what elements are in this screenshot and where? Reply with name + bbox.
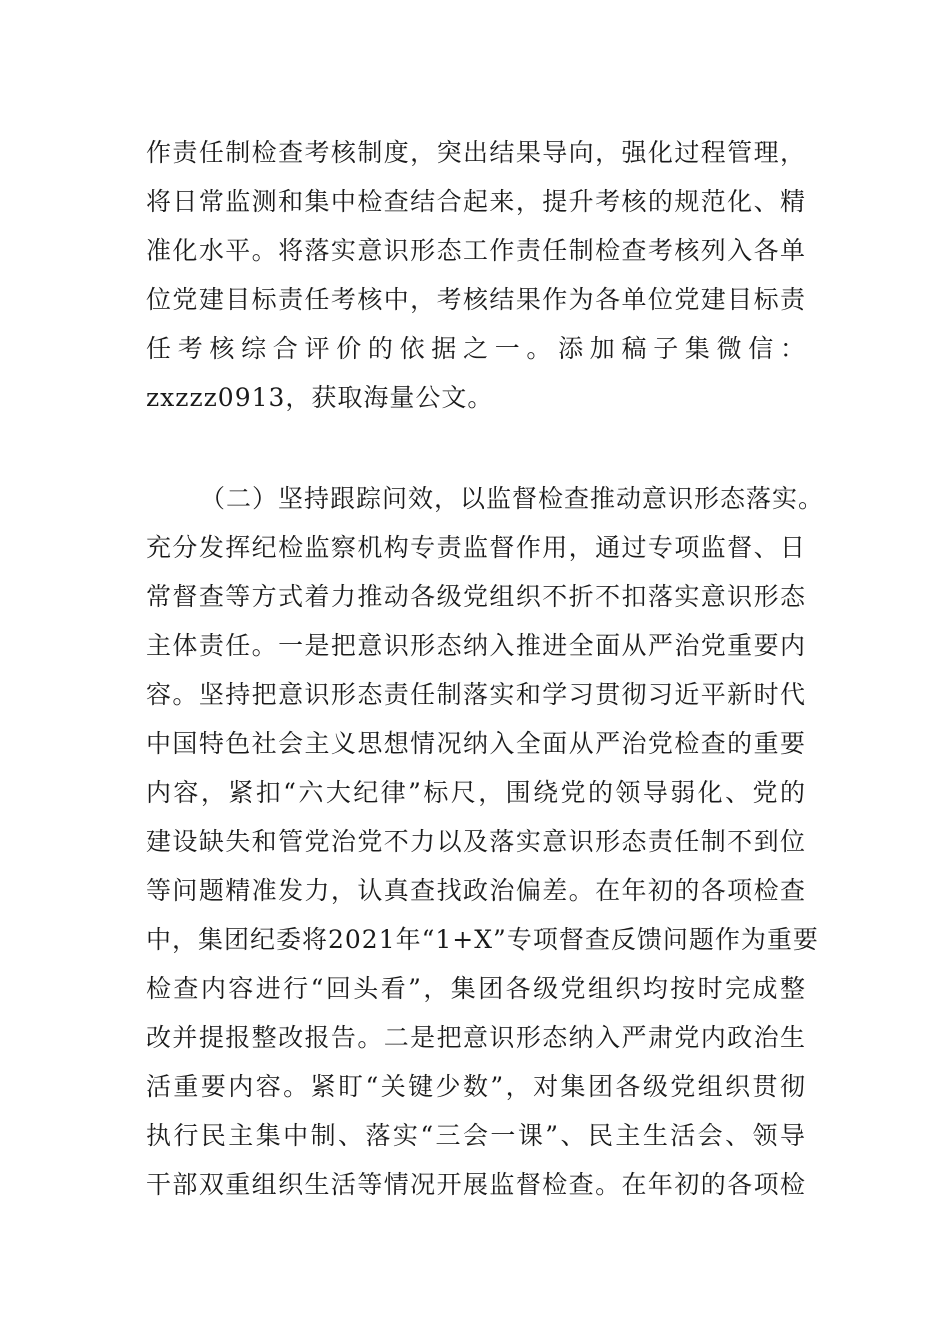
text-line: 活重要内容。紧盯“关键少数”，对集团各级党组织贯彻 — [146, 1072, 806, 1101]
text-line: 作责任制检查考核制度，突出结果导向，强化过程管理， — [146, 138, 806, 167]
text-line: 改并提报整改报告。二是把意识形态纳入严肃党内政治生 — [146, 1023, 806, 1052]
text-line: 检查内容进行“回头看”，集团各级党组织均按时完成整 — [146, 974, 806, 1003]
text-line: 常督查等方式着力推动各级党组织不折不扣落实意识形态 — [146, 582, 806, 611]
text-line: 等问题精准发力，认真查找政治偏差。在年初的各项检查 — [146, 876, 806, 905]
text-line: zxzzz0913，获取海量公文。 — [146, 383, 494, 412]
text-line: 将日常监测和集中检查结合起来，提升考核的规范化、精 — [146, 187, 806, 216]
text-line: 建设缺失和管党治党不力以及落实意识形态责任制不到位 — [146, 827, 806, 856]
text-line: 执行民主集中制、落实“三会一课”、民主生活会、领导 — [146, 1121, 806, 1150]
text-line: 位党建目标责任考核中，考核结果作为各单位党建目标责 — [146, 285, 806, 314]
text-line: 任考核综合评价的依据之一。添加稿子集微信： — [146, 334, 806, 363]
text-line: 充分发挥纪检监察机构专责监督作用，通过专项监督、日 — [146, 533, 806, 562]
text-line: 容。坚持把意识形态责任制落实和学习贯彻习近平新时代 — [146, 680, 806, 709]
text-line: 主体责任。一是把意识形态纳入推进全面从严治党重要内 — [146, 631, 806, 660]
section-heading-line: （二）坚持跟踪问效，以监督检查推动意识形态落实。 — [200, 484, 825, 513]
text-line: 内容，紧扣“六大纪律”标尺，围绕党的领导弱化、党的 — [146, 778, 806, 807]
text-line: 干部双重组织生活等情况开展监督检查。在年初的各项检 — [146, 1170, 806, 1199]
text-line: 中，集团纪委将2021年“1+X”专项督查反馈问题作为重要 — [146, 925, 819, 954]
text-line: 准化水平。将落实意识形态工作责任制检查考核列入各单 — [146, 236, 806, 265]
text-line: 中国特色社会主义思想情况纳入全面从严治党检查的重要 — [146, 729, 806, 758]
